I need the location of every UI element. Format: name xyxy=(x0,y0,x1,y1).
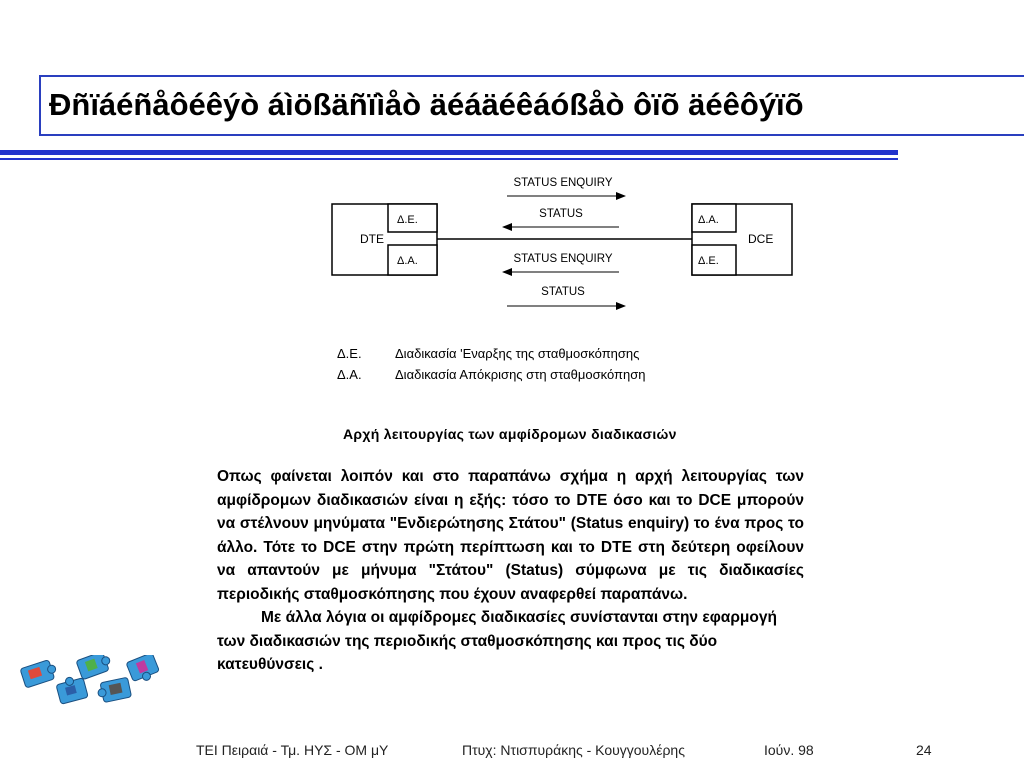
figure-caption: Αρχή λειτουργίας των αμφίδρομων διαδικασιών xyxy=(343,426,677,442)
message-status-1-label: STATUS xyxy=(539,208,583,220)
legend-row-start xyxy=(337,346,639,361)
paragraph-1: Οπως φαίνεται λοιπόν και στο παραπάνω σχήμα η αρχή λειτουργίας των αμφίδρομων διαδικασιών είναι η εξής: τόσο το DTE όσο και το DCE μπορούν να στέλνουν μηνύματα "Ενδιερώτησης Στάτου" (Status enquiry) το ένα προς το άλλο. Τότε το DCE στην πρώτη περίπτωση και το DTE στη δεύτερη οφείλουν να απαντούν με μήνυμα "Στάτου" (Status) σύμφωνα με τις διαδικασίες περιοδικής σταθμοσκόπησης που έχουν αναφερθεί παραπάνω. xyxy=(217,468,804,603)
dte-start-process-label: Δ.Ε. xyxy=(397,214,418,226)
message-status-enquiry-1-label: STATUS ENQUIRY xyxy=(513,177,613,189)
slide-title: Ðñïáéñåôéêýò áìößäñïìåò äéáäéêáóßåò ôïõ äéêôýïõ xyxy=(49,87,804,122)
legend-text: Διαδικασία Απόκρισης στη σταθμοσκόπηση xyxy=(395,367,646,382)
dce-start-process-label: Δ.Ε. xyxy=(698,255,719,267)
legend-abbr: Δ.Α. xyxy=(337,367,362,382)
footer-institution: TEI Πειραιά - Τμ. ΗΥΣ - ΟΜ μΥ xyxy=(196,742,389,758)
dte-label: DTE xyxy=(360,232,384,246)
body-text xyxy=(217,465,804,677)
dce-response-process-label: Δ.Α. xyxy=(698,214,719,226)
legend-abbr: Δ.Ε. xyxy=(337,346,362,361)
bidirectional-diagram xyxy=(0,0,1024,330)
message-status-enquiry-2-label: STATUS ENQUIRY xyxy=(513,253,613,265)
dte-response-process-label: Δ.Α. xyxy=(397,255,418,267)
paragraph-2: Με άλλα λόγια οι αμφίδρομες διαδικασίες συνίστανται στην εφαρμογή των διαδικασιών της περιοδικής σταθμοσκόπησης και προς τις δύο κατευθύνσεις . xyxy=(217,609,777,673)
legend-text: Διαδικασία 'Εναρξης της σταθμοσκόπησης xyxy=(395,346,640,361)
footer-date: Ιούν. 98 xyxy=(764,742,814,758)
footer-authors: Πτυχ: Ντισπυράκης - Κουγγουλέρης xyxy=(462,742,685,758)
page-number: 24 xyxy=(916,742,932,758)
dce-label: DCE xyxy=(748,232,774,246)
message-status-2-label: STATUS xyxy=(541,286,585,298)
legend-row-response xyxy=(337,367,645,382)
puzzle-pieces-icon xyxy=(18,655,163,713)
